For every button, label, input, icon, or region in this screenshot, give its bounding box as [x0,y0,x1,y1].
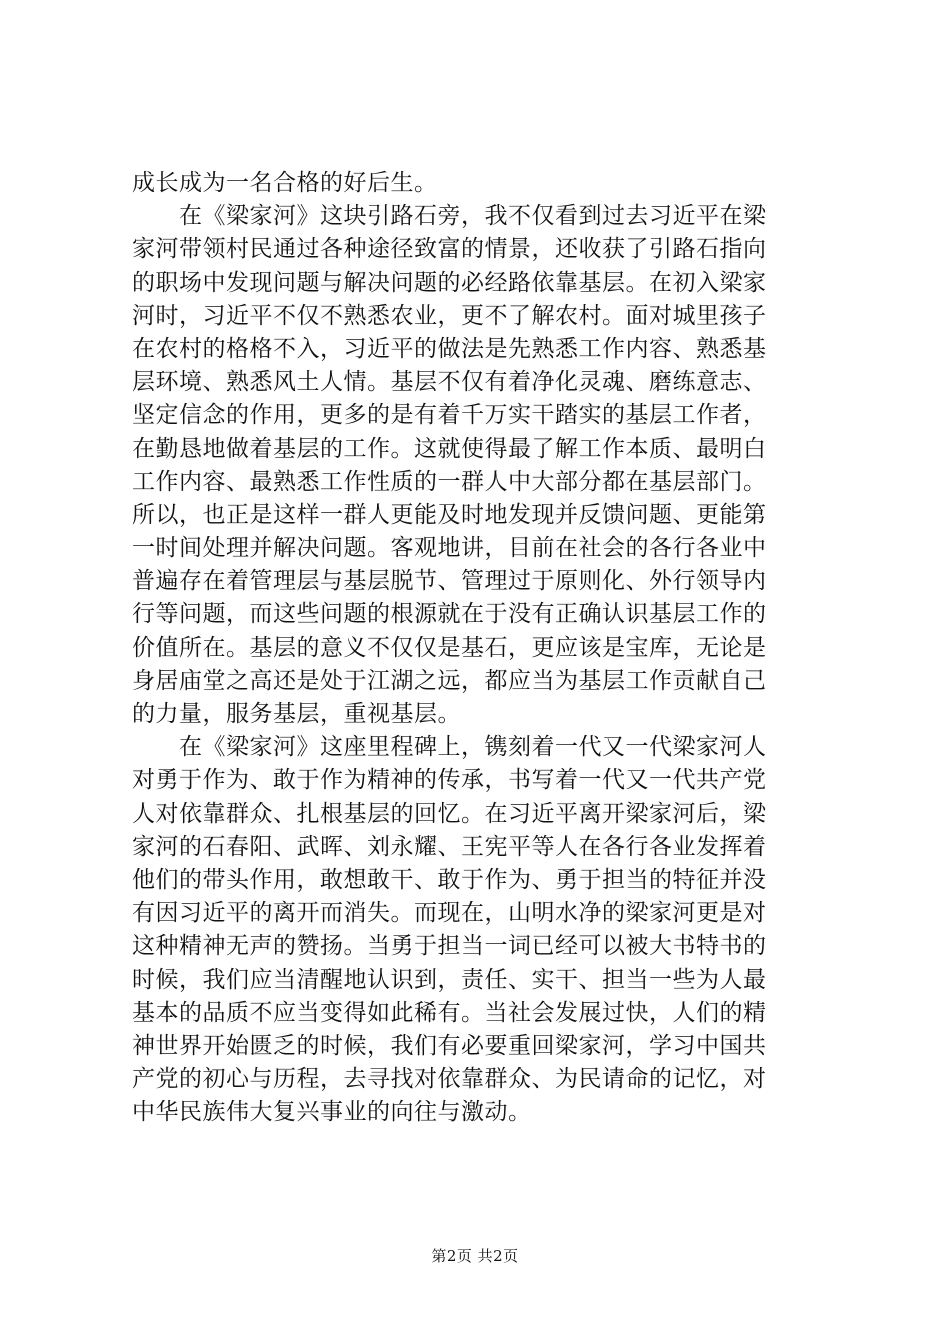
text-line: 对勇于作为、敢于作为精神的传承，书写着一代又一代共产党 [132,767,767,794]
text-line: 的职场中发现问题与解决问题的必经路依靠基层。在初入梁家 [132,269,767,296]
text-line: 身居庙堂之高还是处于江湖之远，都应当为基层工作贡献自己 [132,667,767,694]
text-line: 工作内容、最熟悉工作性质的一群人中大部分都在基层部门。 [132,468,767,495]
text-line: 在《梁家河》这块引路石旁，我不仅看到过去习近平在梁 [132,203,767,230]
text-line: 有因习近平的离开而消失。而现在，山明水净的梁家河更是对 [132,900,767,927]
text-line: 产党的初心与历程，去寻找对依靠群众、为民请命的记忆，对 [132,1066,767,1093]
text-line: 在勤恳地做着基层的工作。这就使得最了解工作本质、最明白 [132,435,767,462]
text-line: 一时间处理并解决问题。客观地讲，目前在社会的各行各业中 [132,535,767,562]
text-line: 在《梁家河》这座里程碑上，镌刻着一代又一代梁家河人 [132,734,767,761]
text-line: 他们的带头作用，敢想敢干、敢于作为、勇于担当的特征并没 [132,866,767,893]
text-line: 人对依靠群众、扎根基层的回忆。在习近平离开梁家河后，梁 [132,800,767,827]
text-line: 这种精神无声的赞扬。当勇于担当一词已经可以被大书特书的 [132,933,767,960]
document-body [132,167,822,1129]
text-line: 层环境、熟悉风土人情。基层不仅有着净化灵魂、磨练意志、 [132,369,767,396]
text-line: 的力量，服务基层，重视基层。 [132,701,461,727]
text-line: 成长成为一名合格的好后生。 [132,170,438,196]
text-line: 家河带领村民通过各种途径致富的情景，还收获了引路石指向 [132,236,767,263]
text-line: 普遍存在着管理层与基层脱节、管理过于原则化、外行领导内 [132,568,767,595]
text-line: 所以，也正是这样一群人更能及时地发现并反馈问题、更能第 [132,501,767,528]
text-line: 时候，我们应当清醒地认识到，责任、实干、担当一些为人最 [132,966,767,993]
text-line: 基本的品质不应当变得如此稀有。当社会发展过快，人们的精 [132,999,767,1026]
text-line: 神世界开始匮乏的时候，我们有必要重回梁家河，学习中国共 [132,1032,767,1059]
text-line: 行等问题，而这些问题的根源就在于没有正确认识基层工作的 [132,601,767,628]
text-line: 家河的石春阳、武晖、刘永耀、王宪平等人在各行各业发挥着 [132,833,767,860]
text-line: 价值所在。基层的意义不仅仅是基石，更应该是宝库，无论是 [132,634,767,661]
text-line: 在农村的格格不入，习近平的做法是先熟悉工作内容、熟悉基 [132,335,767,362]
text-line: 坚定信念的作用，更多的是有着千万实干踏实的基层工作者， [132,402,767,429]
text-line: 中华民族伟大复兴事业的向往与激动。 [132,1099,532,1126]
page-footer: 第2页 共2页 [431,1247,519,1265]
text-line: 河时，习近平不仅不熟悉农业，更不了解农村。面对城里孩子 [132,302,767,329]
